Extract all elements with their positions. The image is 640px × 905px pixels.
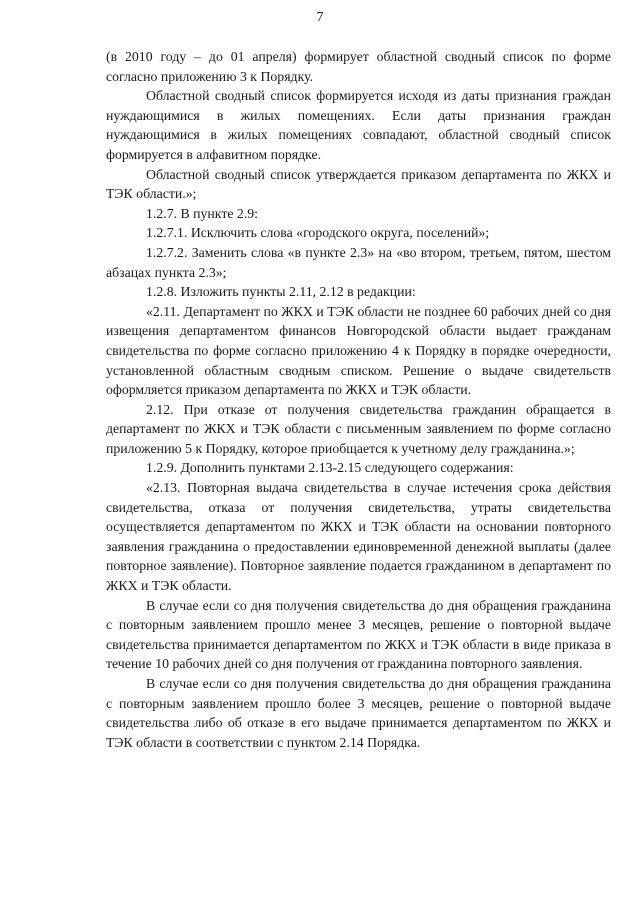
clause-2-11: «2.11. Департамент по ЖКХ и ТЭК области не позднее 60 рабочих дней со дня извещения департаментом финансов Новгородской области выдает гражданам свидетельства по форме согласно приложению 4 к Порядку в порядке очередности, установленной областным сводным списком. Решение о выдаче свидетельств оформляется приказом департамента по ЖКХ и ТЭК области.	[106, 303, 611, 398]
paragraph-continuation: (в 2010 году – до 01 апреля) формирует областной сводный список по форме согласно приложению 3 к Порядку.	[106, 49, 611, 84]
clause-1-2-7-1: 1.2.7.1. Исключить слова «городского округа, поселений»;	[146, 225, 490, 241]
paragraph-list-formation: Областной сводный список формируется исходя из даты признания граждан нуждающимися в жилых помещениях. Если даты признания граждан нуждающимися в жилых помещениях совпадают, областной сводный список формируется в алфавитном порядке.	[106, 88, 611, 162]
clause-2-13: «2.13. Повторная выдача свидетельства в случае истечения срока действия свидетельства, отказа от получения свидетельства, утраты свидетельства осуществляется департаментом по ЖКХ и ТЭК области на основании повторного заявления гражданина о предоставлении единовременной денежной выплаты (далее повторное заявление). Повторное заявление подается гражданином в департамент по ЖКХ и ТЭК области.	[106, 480, 611, 594]
document-body	[106, 47, 611, 752]
clause-1-2-7-2: 1.2.7.2. Заменить слова «в пункте 2.3» на «во втором, третьем, пятом, шестом абзацах пункта 2.3»;	[106, 244, 611, 280]
paragraph-more-than-3-months: В случае если со дня получения свидетельства до дня обращения гражданина с повторным заявлением прошло более 3 месяцев, решение о повторной выдаче свидетельства либо об отказе в его выдаче принимается департаментом по ЖКХ и ТЭК области в соответствии с пунктом 2.14 Порядка.	[106, 676, 611, 750]
clause-2-12: 2.12. При отказе от получения свидетельства гражданин обращается в департамент по ЖКХ и ТЭК области с письменным заявлением по форме согласно приложению 5 к Порядку, которое приобщается к учетному делу гражданина.»;	[106, 401, 611, 456]
page-number: 7	[316, 10, 324, 25]
paragraph-list-approval: Областной сводный список утверждается приказом департамента по ЖКХ и ТЭК области.»;	[106, 166, 611, 202]
clause-1-2-9: 1.2.9. Дополнить пунктами 2.13-2.15 следующего содержания:	[146, 460, 514, 476]
clause-1-2-7: 1.2.7. В пункте 2.9:	[146, 205, 259, 221]
paragraph-less-than-3-months: В случае если со дня получения свидетельства до дня обращения гражданина с повторным заявлением прошло менее 3 месяцев, решение о повторной выдаче свидетельства принимается департаментом по ЖКХ и ТЭК области в виде приказа в течение 10 рабочих дней со дня получения от гражданина повторного заявления.	[106, 597, 611, 672]
clause-1-2-8: 1.2.8. Изложить пункты 2.11, 2.12 в редакции:	[146, 284, 416, 300]
